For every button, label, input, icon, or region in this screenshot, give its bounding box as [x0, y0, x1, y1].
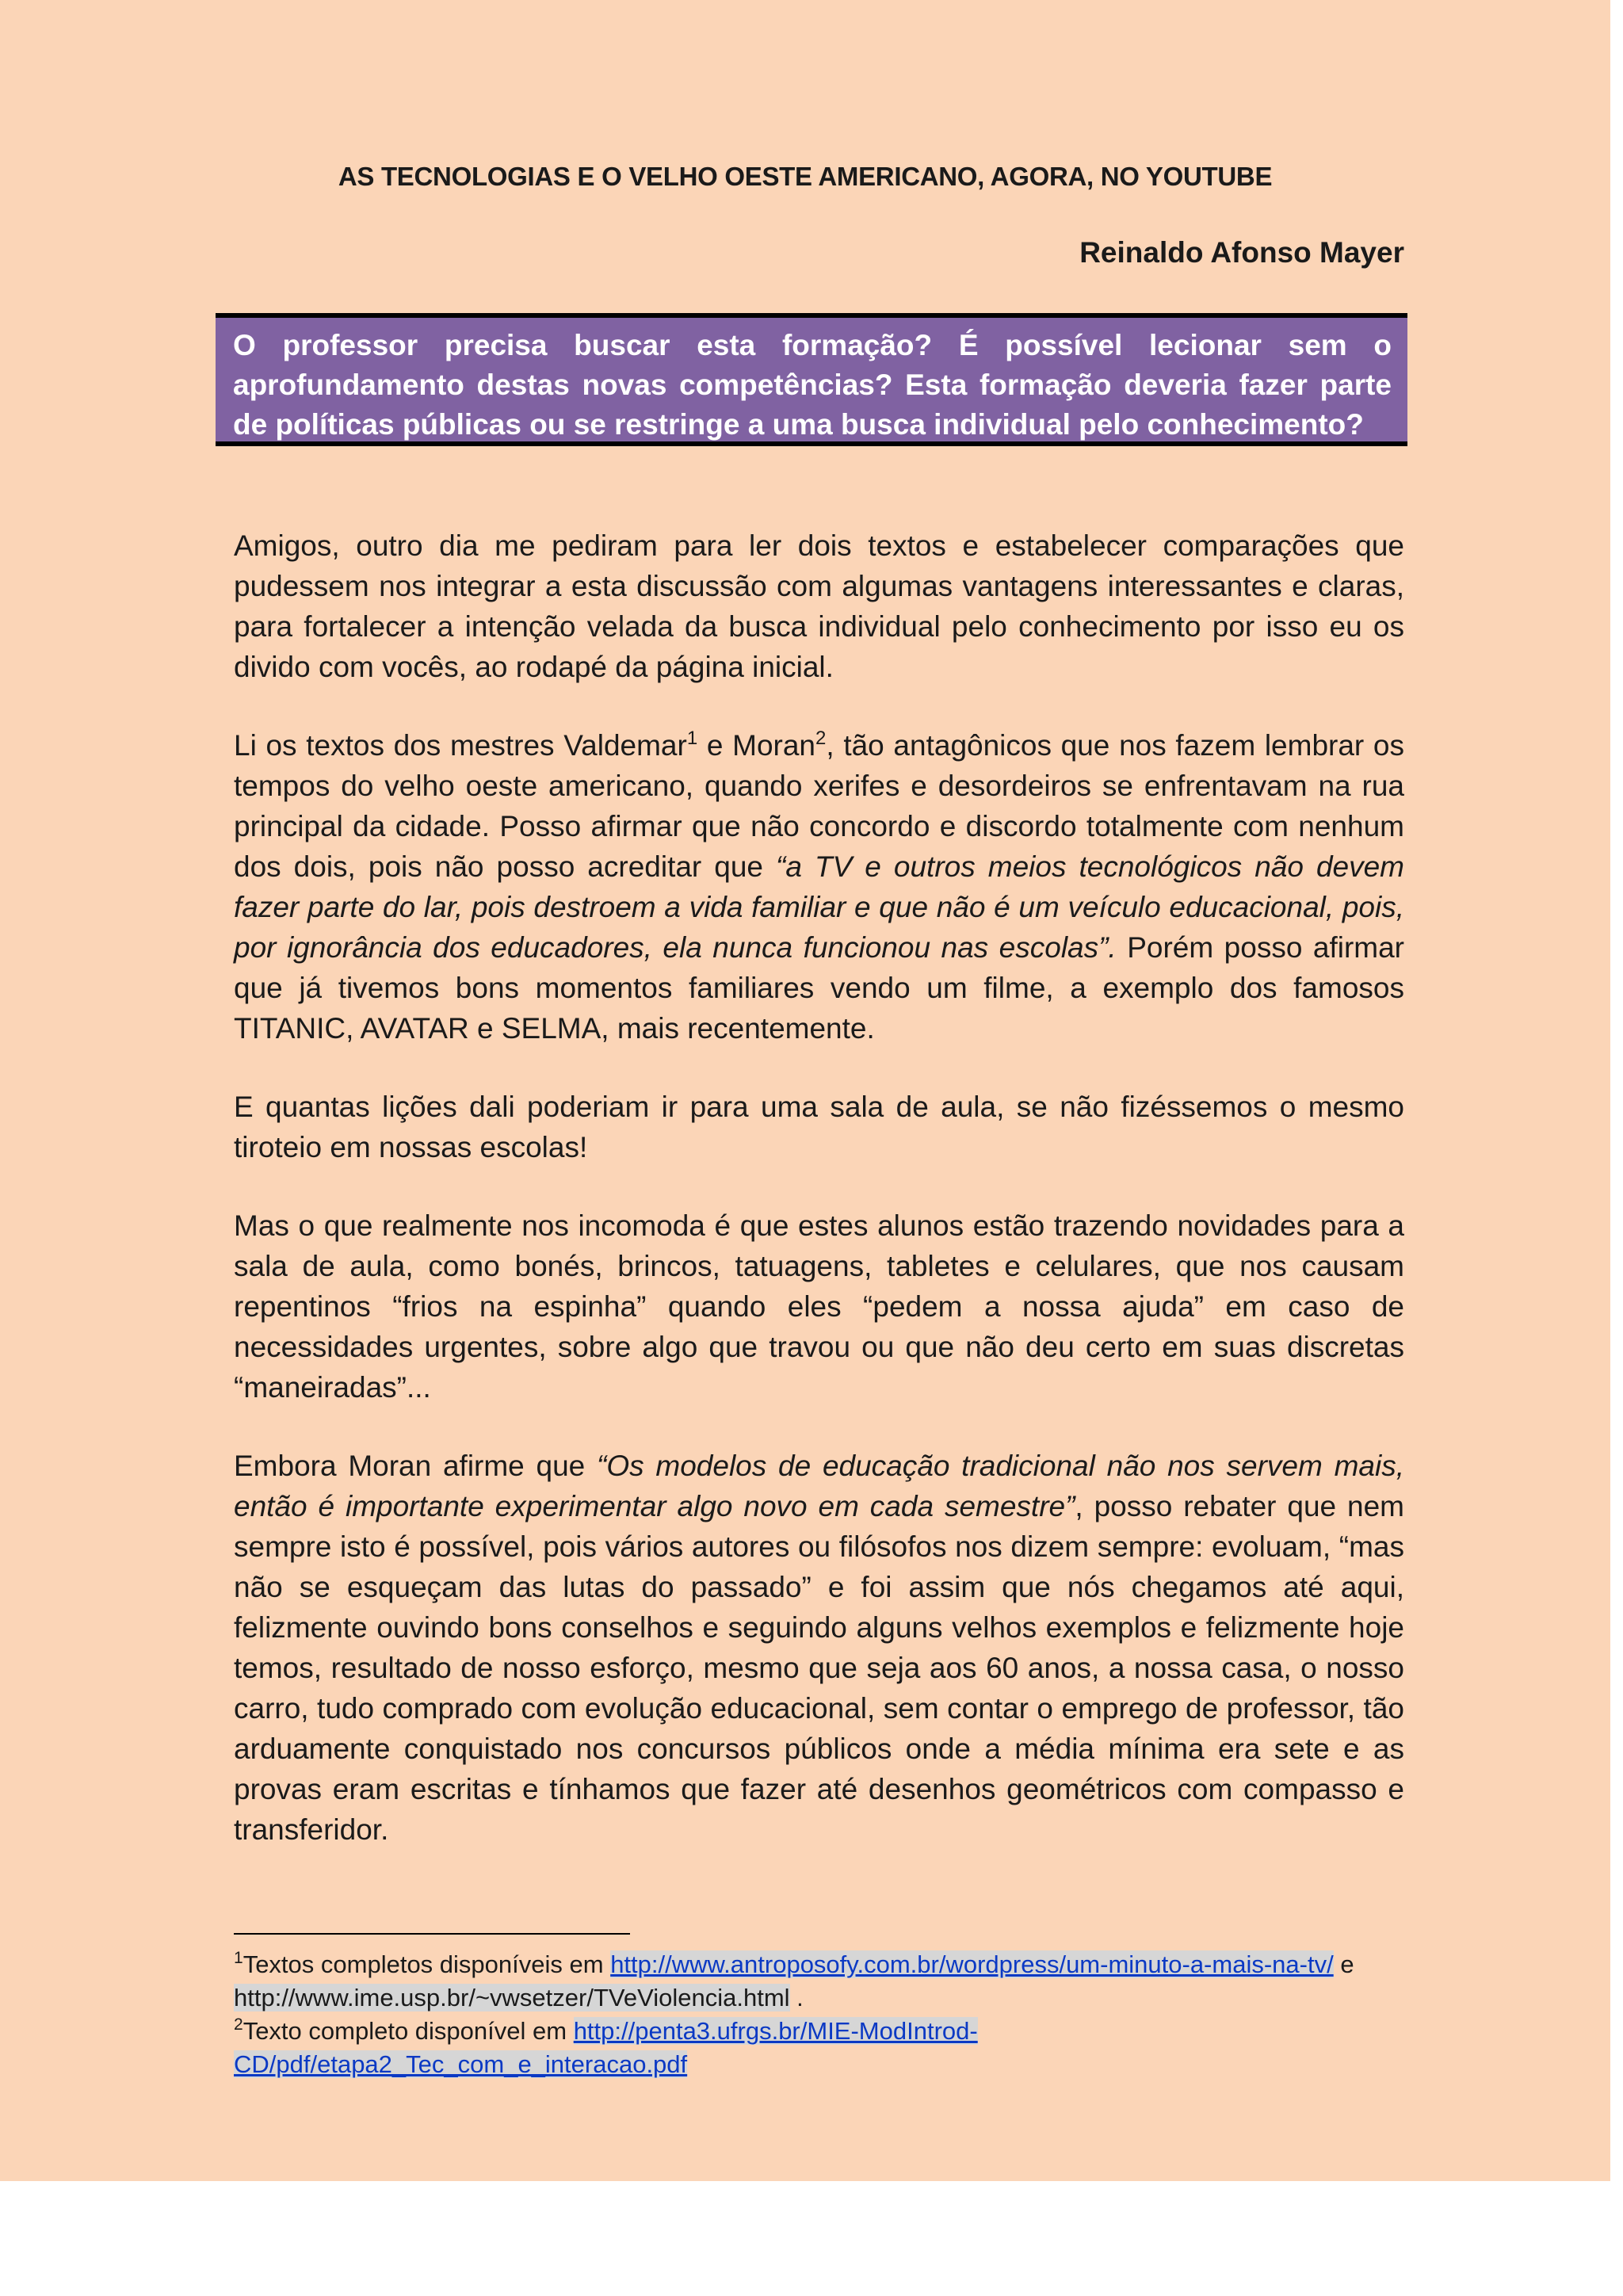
paragraph-2-quote: “a TV e outros meios tecnológicos não devem fazer parte do lar, pois destroem a vida familiar e que não é um veículo educacional, pois, por ignorância dos educadores, ela nunca funcionou nas escolas”. [234, 850, 1405, 964]
author-name: Reinaldo Afonso Mayer [1079, 236, 1404, 269]
paragraph-2-text-a: Li os textos dos mestres Valdemar [234, 729, 687, 762]
footnote-1 [234, 1948, 1407, 2015]
footnote-ref-1[interactable]: 1 [686, 728, 698, 749]
paragraph-1: Amigos, outro dia me pediram para ler dois textos e estabelecer comparações que pudessem nos integrar a esta discussão com algumas vantagens interessantes e claras, para fortalecer a intenção velada da busca individual pelo conhecimento por isso eu os divido com vocês, ao rodapé da página inicial. [234, 529, 1404, 683]
footnote-2-text: Texto completo disponível em [242, 2017, 574, 2045]
footnote-number-2: 2 [234, 2015, 243, 2034]
paragraph-4: Mas o que realmente nos incomoda é que estes alunos estão trazendo novidades para a sala de aula, como bonés, brincos, tatuagens, tabletes e celulares, que nos causam repentinos “frios na espinha” quando eles “pedem a nossa ajuda” em caso de necessidades urgentes, sobre algo que travou ou que não deu certo em suas discretas “maneiradas”... [234, 1209, 1404, 1404]
article-body [234, 525, 1404, 1850]
paragraph-5 [234, 1446, 1404, 1850]
question-box [216, 313, 1407, 446]
paragraph-5-text-a: Embora Moran afirme que [234, 1450, 598, 1482]
footnote-2 [234, 2015, 1407, 2081]
document-title: AS TECNOLOGIAS E O VELHO OESTE AMERICANO, AGORA, NO YOUTUBE [338, 162, 1273, 191]
footnotes [234, 1948, 1407, 2081]
footnote-1-between: e [1333, 1950, 1354, 1978]
paragraph-5-text-b: , posso rebater que nem sempre isto é possível, pois vários autores ou filósofos nos dizem sempre: evoluam, “mas não se esqueçam das lutas do passado” e foi assim que nós chegamos até aqui, felizmente ouvindo bons conselhos e seguindo alguns velhos exemplos e felizmente hoje temos, resultado de nosso esforço, mesmo que seja aos 60 anos, a nossa casa, o nosso carro, tudo comprado com evolução educacional, sem contar o emprego de professor, tão arduamente conquistado nos concursos públicos onde a média mínima era sete e as provas eram escritas e tínhamos que fazer até desenhos geométricos com compasso e transferidor. [234, 1490, 1404, 1846]
footnote-2-link[interactable]: http://penta3.ufrgs.br/MIE-ModIntrod-CD/pdf/etapa2_Tec_com_e_interacao.pdf [234, 2017, 978, 2078]
paragraph-5-quote: “Os modelos de educação tradicional não nos servem mais, então é importante experimentar algo novo em cada semestre” [234, 1450, 1404, 1522]
footnote-number-1: 1 [234, 1949, 243, 1967]
footnote-1-end: . [789, 1984, 804, 2011]
paragraph-2-text-c: , tão antagônicos que nos fazem lembrar os tempos do velho oeste americano, quando xerifes e desordeiros se enfrentavam na rua principal da cidade. Posso afirmar que não concordo e discordo totalmente com nenhum dos dois, pois não posso acreditar que [234, 729, 1405, 883]
paragraph-3: E quantas lições dali poderiam ir para uma sala de aula, se não fizéssemos o mesmo tiroteio em nossas escolas! [234, 1091, 1404, 1163]
question-text: O professor precisa buscar esta formação? É possível lecionar sem o aprofundamento destas novas competências? Esta formação deveria fazer parte de políticas públicas ou se restringe a uma busca individual pelo conhecimento? [233, 329, 1392, 441]
footnote-ref-2[interactable]: 2 [815, 728, 827, 749]
paragraph-2-text-d: Porém posso afirmar que já tivemos bons momentos familiares vendo um filme, a exemplo dos famosos TITANIC, AVATAR e SELMA, mais recentemente. [234, 931, 1404, 1045]
footnote-separator [234, 1933, 630, 1935]
footnote-1-plain-url: http://www.ime.usp.br/~vwsetzer/TVeViolencia.html [234, 1984, 790, 2011]
paragraph-2-text-b: e Moran [697, 729, 815, 762]
footnote-1-text: Textos completos disponíveis em [242, 1950, 611, 1978]
footnote-1-link[interactable]: http://www.antroposofy.com.br/wordpress/um-minuto-a-mais-na-tv/ [610, 1950, 1334, 1978]
paragraph-2 [234, 725, 1404, 1049]
